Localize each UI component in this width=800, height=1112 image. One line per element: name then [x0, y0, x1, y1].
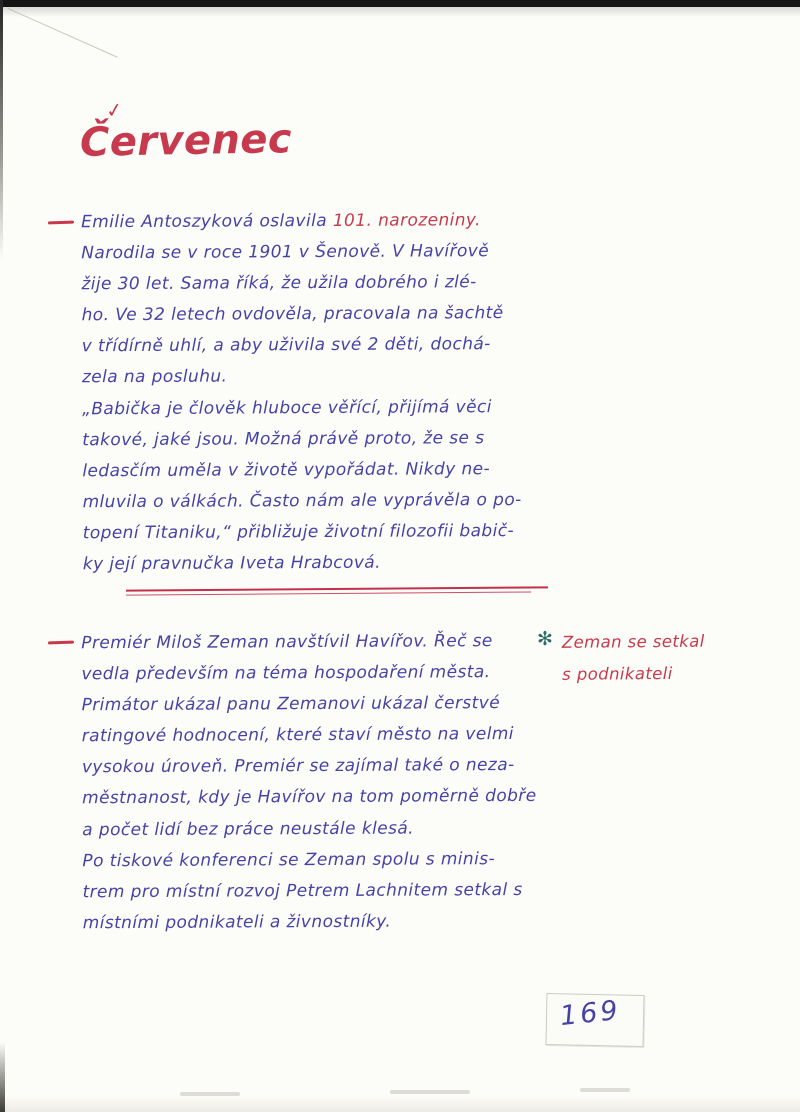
scan-smudge: [180, 1092, 240, 1096]
handwritten-line: zela na posluhu.: [81, 366, 228, 388]
handwritten-line: Primátor ukázal panu Zemanovi ukázal čerstvé: [81, 693, 501, 716]
handwritten-line: Po tiskové konferenci se Zeman spolu s minis-: [82, 848, 496, 871]
bullet-dash: [48, 221, 74, 225]
handwritten-line: a počet lidí bez práce neustále klesá.: [82, 818, 414, 840]
entry2-lines: [81, 626, 569, 939]
margin-note: [562, 625, 763, 691]
asterisk-mark: ✻: [537, 628, 554, 650]
handwritten-line: žije 30 let. Sama říká, že užila dobrého i zlé-: [81, 272, 477, 295]
handwritten-line: „Babička je člověk hluboce věřící, přijímá věci: [82, 396, 492, 419]
scan-top-shadow: [0, 7, 800, 17]
handwritten-line: mluvila o válkách. Často nám ale vyprávěla o po-: [82, 489, 522, 513]
handwritten-line: Premiér Miloš Zeman navštívil Havířov. Řeč se: [81, 631, 493, 654]
handwritten-line: [81, 205, 567, 239]
handwritten-line: trem pro místní rozvoj Petrem Lachnitem setkal s: [82, 879, 523, 903]
handwritten-line: vedla především na téma hospodaření města.: [81, 662, 491, 685]
handwritten-line: s podnikateli: [562, 663, 673, 684]
page-number: 169: [558, 994, 623, 1033]
hacek-stroke: ✓: [104, 96, 125, 124]
scan-smudge: [390, 1090, 470, 1094]
page-title: Červenec: [79, 116, 293, 166]
handwritten-line: topení Titaniku,“ přibližuje životní filozofii babič-: [82, 520, 515, 544]
handwritten-line: vysokou úroveň. Premiér se zajímal také o neza-: [81, 755, 515, 778]
handwritten-line: ledasčím uměla v životě vypořádat. Nikdy ne-: [82, 458, 491, 482]
entry-emilie-antoszykova: [81, 205, 569, 581]
scan-bottom-left-edge: [0, 1042, 5, 1112]
line-text-red-highlight: 101. narozeniny.: [332, 210, 481, 231]
handwritten-line: v třídírně uhlí, a aby uživila své 2 děti, dochá-: [81, 334, 491, 357]
line-text-blue: Emilie Antoszyková oslavila: [81, 210, 333, 233]
handwritten-line: ratingové hodnocení, které staví město na velmi: [81, 724, 514, 747]
section-divider: [126, 586, 548, 595]
paper-crease: [0, 8, 118, 113]
handwritten-line: Narodila se v roce 1901 v Šenově. V Havířově: [81, 241, 490, 264]
scan-smudge: [580, 1088, 630, 1092]
handwritten-line: ky její pravnučka Iveta Hrabcová.: [82, 552, 381, 575]
margin-note-lines: [562, 625, 763, 691]
handwritten-line: místními podnikateli a živnostníky.: [82, 911, 392, 934]
scan-top-edge: [0, 0, 800, 7]
entry1-lines: [81, 236, 569, 581]
entry-zeman-visit: [81, 626, 569, 939]
scan-bottom-shade: [0, 1096, 800, 1112]
handwritten-line: městnanost, kdy je Havířov na tom poměrně dobře: [82, 786, 537, 809]
handwritten-line: ho. Ve 32 letech ovdověla, pracovala na šachtě: [81, 303, 504, 326]
bullet-dash: [48, 641, 74, 645]
handwritten-line: takové, jaké jsou. Možná právě proto, že se s: [82, 427, 485, 450]
divider-rule: [126, 591, 531, 596]
handwritten-line: Zeman se setkal: [561, 631, 705, 652]
